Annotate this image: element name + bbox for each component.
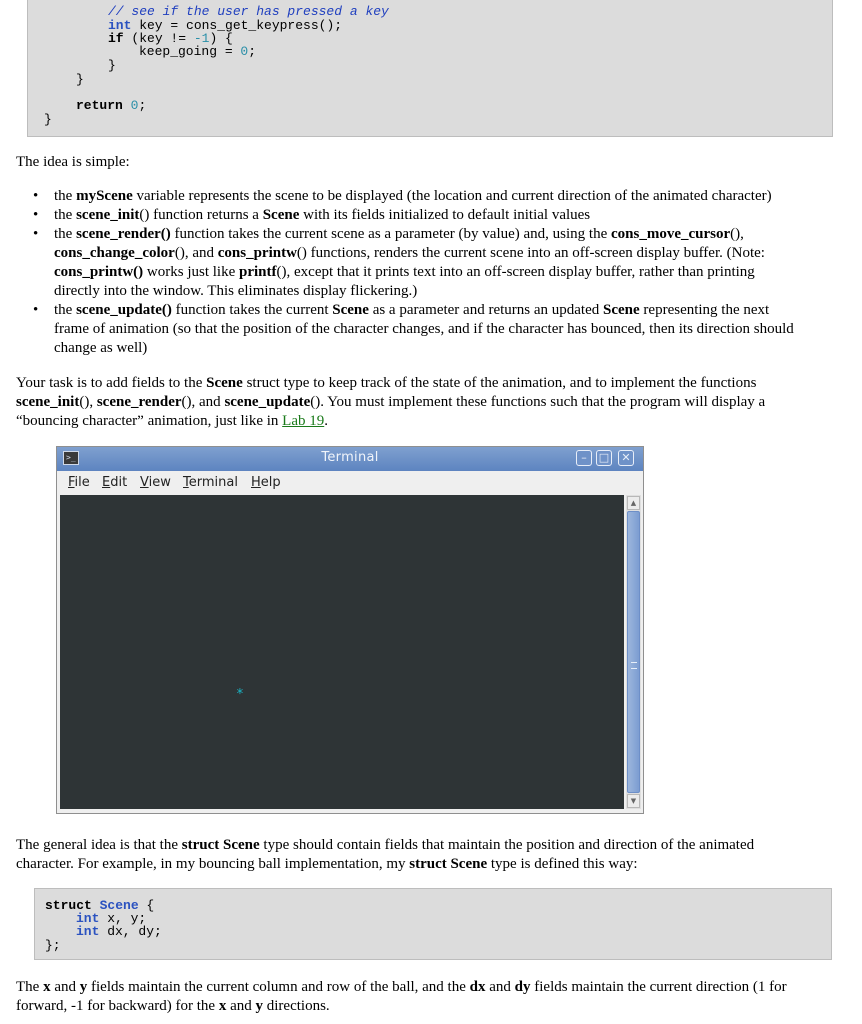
code-line-close-loop: } <box>76 72 84 87</box>
scroll-up-icon[interactable]: ▲ <box>627 496 640 510</box>
menu-terminal[interactable]: Terminal <box>183 475 238 490</box>
scroll-down-icon[interactable]: ▼ <box>627 794 640 808</box>
code-line-if: if (key != -1) { <box>108 31 233 46</box>
code-line-close: }; <box>45 938 61 953</box>
menu-view[interactable]: View <box>140 475 171 490</box>
code-line-comment: // see if the user has pressed a key <box>108 4 389 19</box>
code-block-main-loop <box>27 0 833 137</box>
menu-help[interactable]: Help <box>251 475 281 490</box>
minimize-icon[interactable]: – <box>576 450 592 466</box>
list-item: • the scene_init() function returns a Scene with its fields initialized to default initial values <box>33 207 591 223</box>
task-paragraph: Your task is to add fields to the Scene struct type to keep track of the state of the animation, and to implement the functions scene_init(), scene_render(), and scene_update(). You must implement these functions such that the program will display a “bouncing character” animation, just like in Lab 19. <box>16 375 766 429</box>
terminal-scrollbar[interactable] <box>626 495 641 809</box>
code-line-dxdy: int dx, dy; <box>76 924 162 939</box>
code-line-xy: int x, y; <box>76 911 147 926</box>
menu-file[interactable]: File <box>68 475 90 490</box>
fields-paragraph: The x and y fields maintain the current column and row of the ball, and the dx and dy fields maintain the current direction (1 for forward, -1 for backward) for the x and y directions. <box>16 979 787 1014</box>
code-line-key-decl: int key = cons_get_keypress(); <box>108 18 343 33</box>
code-line-return: return 0; <box>76 98 147 113</box>
code-line-keep-going: keep_going = 0; <box>139 44 257 59</box>
code-line-struct: struct Scene { <box>45 898 155 913</box>
terminal-screen[interactable] <box>60 495 624 809</box>
list-item: • the scene_render() function takes the current scene as a parameter (by value) and, using the cons_move_cursor(), cons_change_color(), and cons_printw() functions, renders the current scene into an off-screen display buffer. (Note: cons_printw() works just like printf(), except that it prints text into an off-screen display buffer, rather than printing directly into the window. This eliminates display flickering.) <box>33 226 765 299</box>
general-idea-paragraph: The general idea is that the struct Scene type should contain fields that maintain the position and direction of the animated character. For example, in my bouncing ball implementation, my struct Scene type is defined this way: <box>16 837 755 872</box>
terminal-title: Terminal <box>321 450 379 465</box>
code-line-close-func: } <box>44 112 52 127</box>
list-item: • the scene_update() function takes the current Scene as a parameter and returns an updated Scene representing the next frame of animation (so that the position of the character changes, and if the character has bounced, then its direction should change as well) <box>33 302 794 356</box>
code-line-close-if: } <box>108 58 116 73</box>
list-item: • the myScene variable represents the scene to be displayed (the location and current direction of the animated character) <box>33 188 772 204</box>
bouncing-character: * <box>236 687 244 702</box>
grip-icon <box>631 662 637 669</box>
code-block-struct <box>34 888 832 960</box>
terminal-titlebar <box>57 447 643 471</box>
explanation-list <box>16 187 851 358</box>
intro-text: The idea is simple: <box>16 154 130 170</box>
terminal-window <box>56 446 644 814</box>
close-icon[interactable]: ✕ <box>618 450 634 466</box>
lab-19-link[interactable]: Lab 19 <box>282 413 325 429</box>
terminal-menubar <box>57 471 643 493</box>
maximize-icon[interactable]: □ <box>596 450 612 466</box>
menu-edit[interactable]: Edit <box>102 475 128 490</box>
terminal-icon: >_ <box>63 451 79 465</box>
scrollbar-thumb[interactable] <box>627 511 640 793</box>
